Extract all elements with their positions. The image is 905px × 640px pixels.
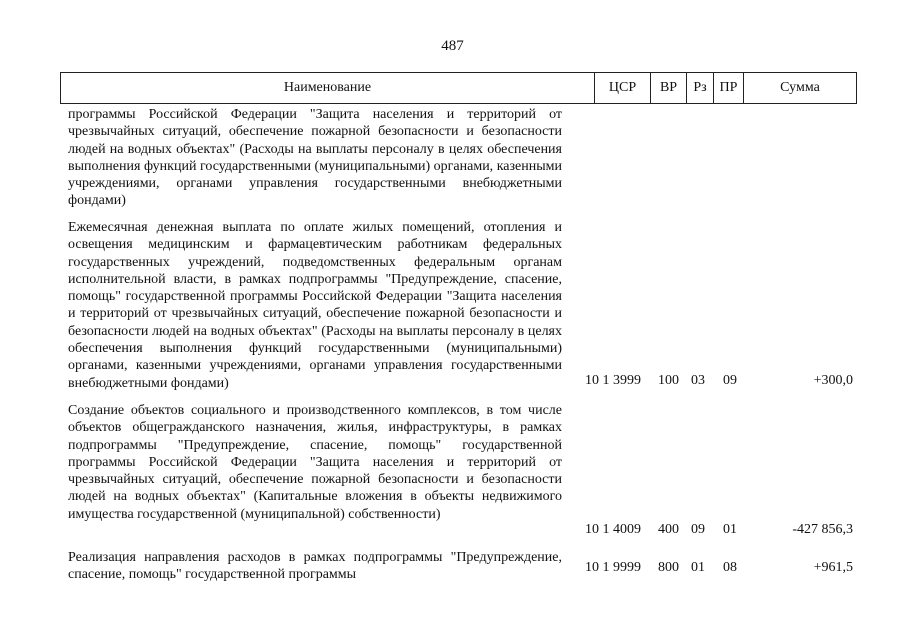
row-vr: 800	[658, 560, 679, 575]
row-name: Создание объектов социального и производственного комплексов, в том числе объектов общегражданского назначения, жилья, инфраструктуры, в рамках подпрограммы "Предупреждение, спасение, помощь" государственной программы Российской Федерации "Защита населения и территорий от чрезвычайных ситуаций, обеспечение пожарной безопасности и безопасности людей на водных объектах" (Капитальные вложения в объекты недвижимого имущества государственной (муниципальной) собственности)	[68, 403, 562, 522]
row-pr: 08	[723, 560, 737, 575]
header-rz: Рз	[686, 73, 713, 103]
header-pr: ПР	[713, 73, 743, 103]
row-sum: -427 856,3	[792, 522, 853, 537]
header-csr: ЦСР	[594, 73, 650, 103]
row-rz: 01	[691, 560, 705, 575]
row-pr: 01	[723, 522, 737, 537]
row-values	[68, 373, 858, 391]
row-rz: 03	[691, 373, 705, 388]
page-number: 487	[441, 38, 464, 54]
row-sum: +300,0	[813, 373, 853, 388]
row-pr: 09	[723, 373, 737, 388]
table-header	[60, 72, 857, 104]
row-sum: +961,5	[813, 560, 853, 575]
header-sum: Сумма	[743, 73, 856, 103]
row-name: Реализация направления расходов в рамках подпрограммы "Предупреждение, спасение, помощь" государственной программы	[68, 550, 562, 583]
row-csr: 10 1 9999	[585, 560, 641, 575]
row-values	[68, 560, 858, 578]
row-name: программы Российской Федерации "Защита населения и территорий от чрезвычайных ситуаций, обеспечение пожарной безопасности и безопасности людей на водных объектах" (Расходы на выплаты персоналу в целях обеспечения выполнения функций государственными (муниципальными) органами, казенными учреждениями, органами управления государственными внебюджетными фондами)	[68, 107, 562, 209]
row-csr: 10 1 3999	[585, 373, 641, 388]
row-vr: 100	[658, 373, 679, 388]
header-name: Наименование	[283, 80, 372, 95]
row-vr: 400	[658, 522, 679, 537]
header-vr: ВР	[650, 73, 686, 103]
row-rz: 09	[691, 522, 705, 537]
row-values	[68, 522, 858, 540]
row-csr: 10 1 4009	[585, 522, 641, 537]
row-name: Ежемесячная денежная выплата по оплате жилых помещений, отопления и освещения медицинским и фармацевтическим работникам федеральных государственных учреждений, подведомственных федеральным органам исполнительной власти, в рамках подпрограммы "Предупреждение, спасение, помощь" государственной программы Российской Федерации "Защита населения и территорий от чрезвычайных ситуаций, обеспечение пожарной безопасности и безопасности людей на водных объектах" (Расходы на выплаты персоналу в целях обеспечения выполнения функций государственными (муниципальными) органами, казенными учреждениями, органами управления государственными внебюджетными фондами)	[68, 220, 562, 391]
